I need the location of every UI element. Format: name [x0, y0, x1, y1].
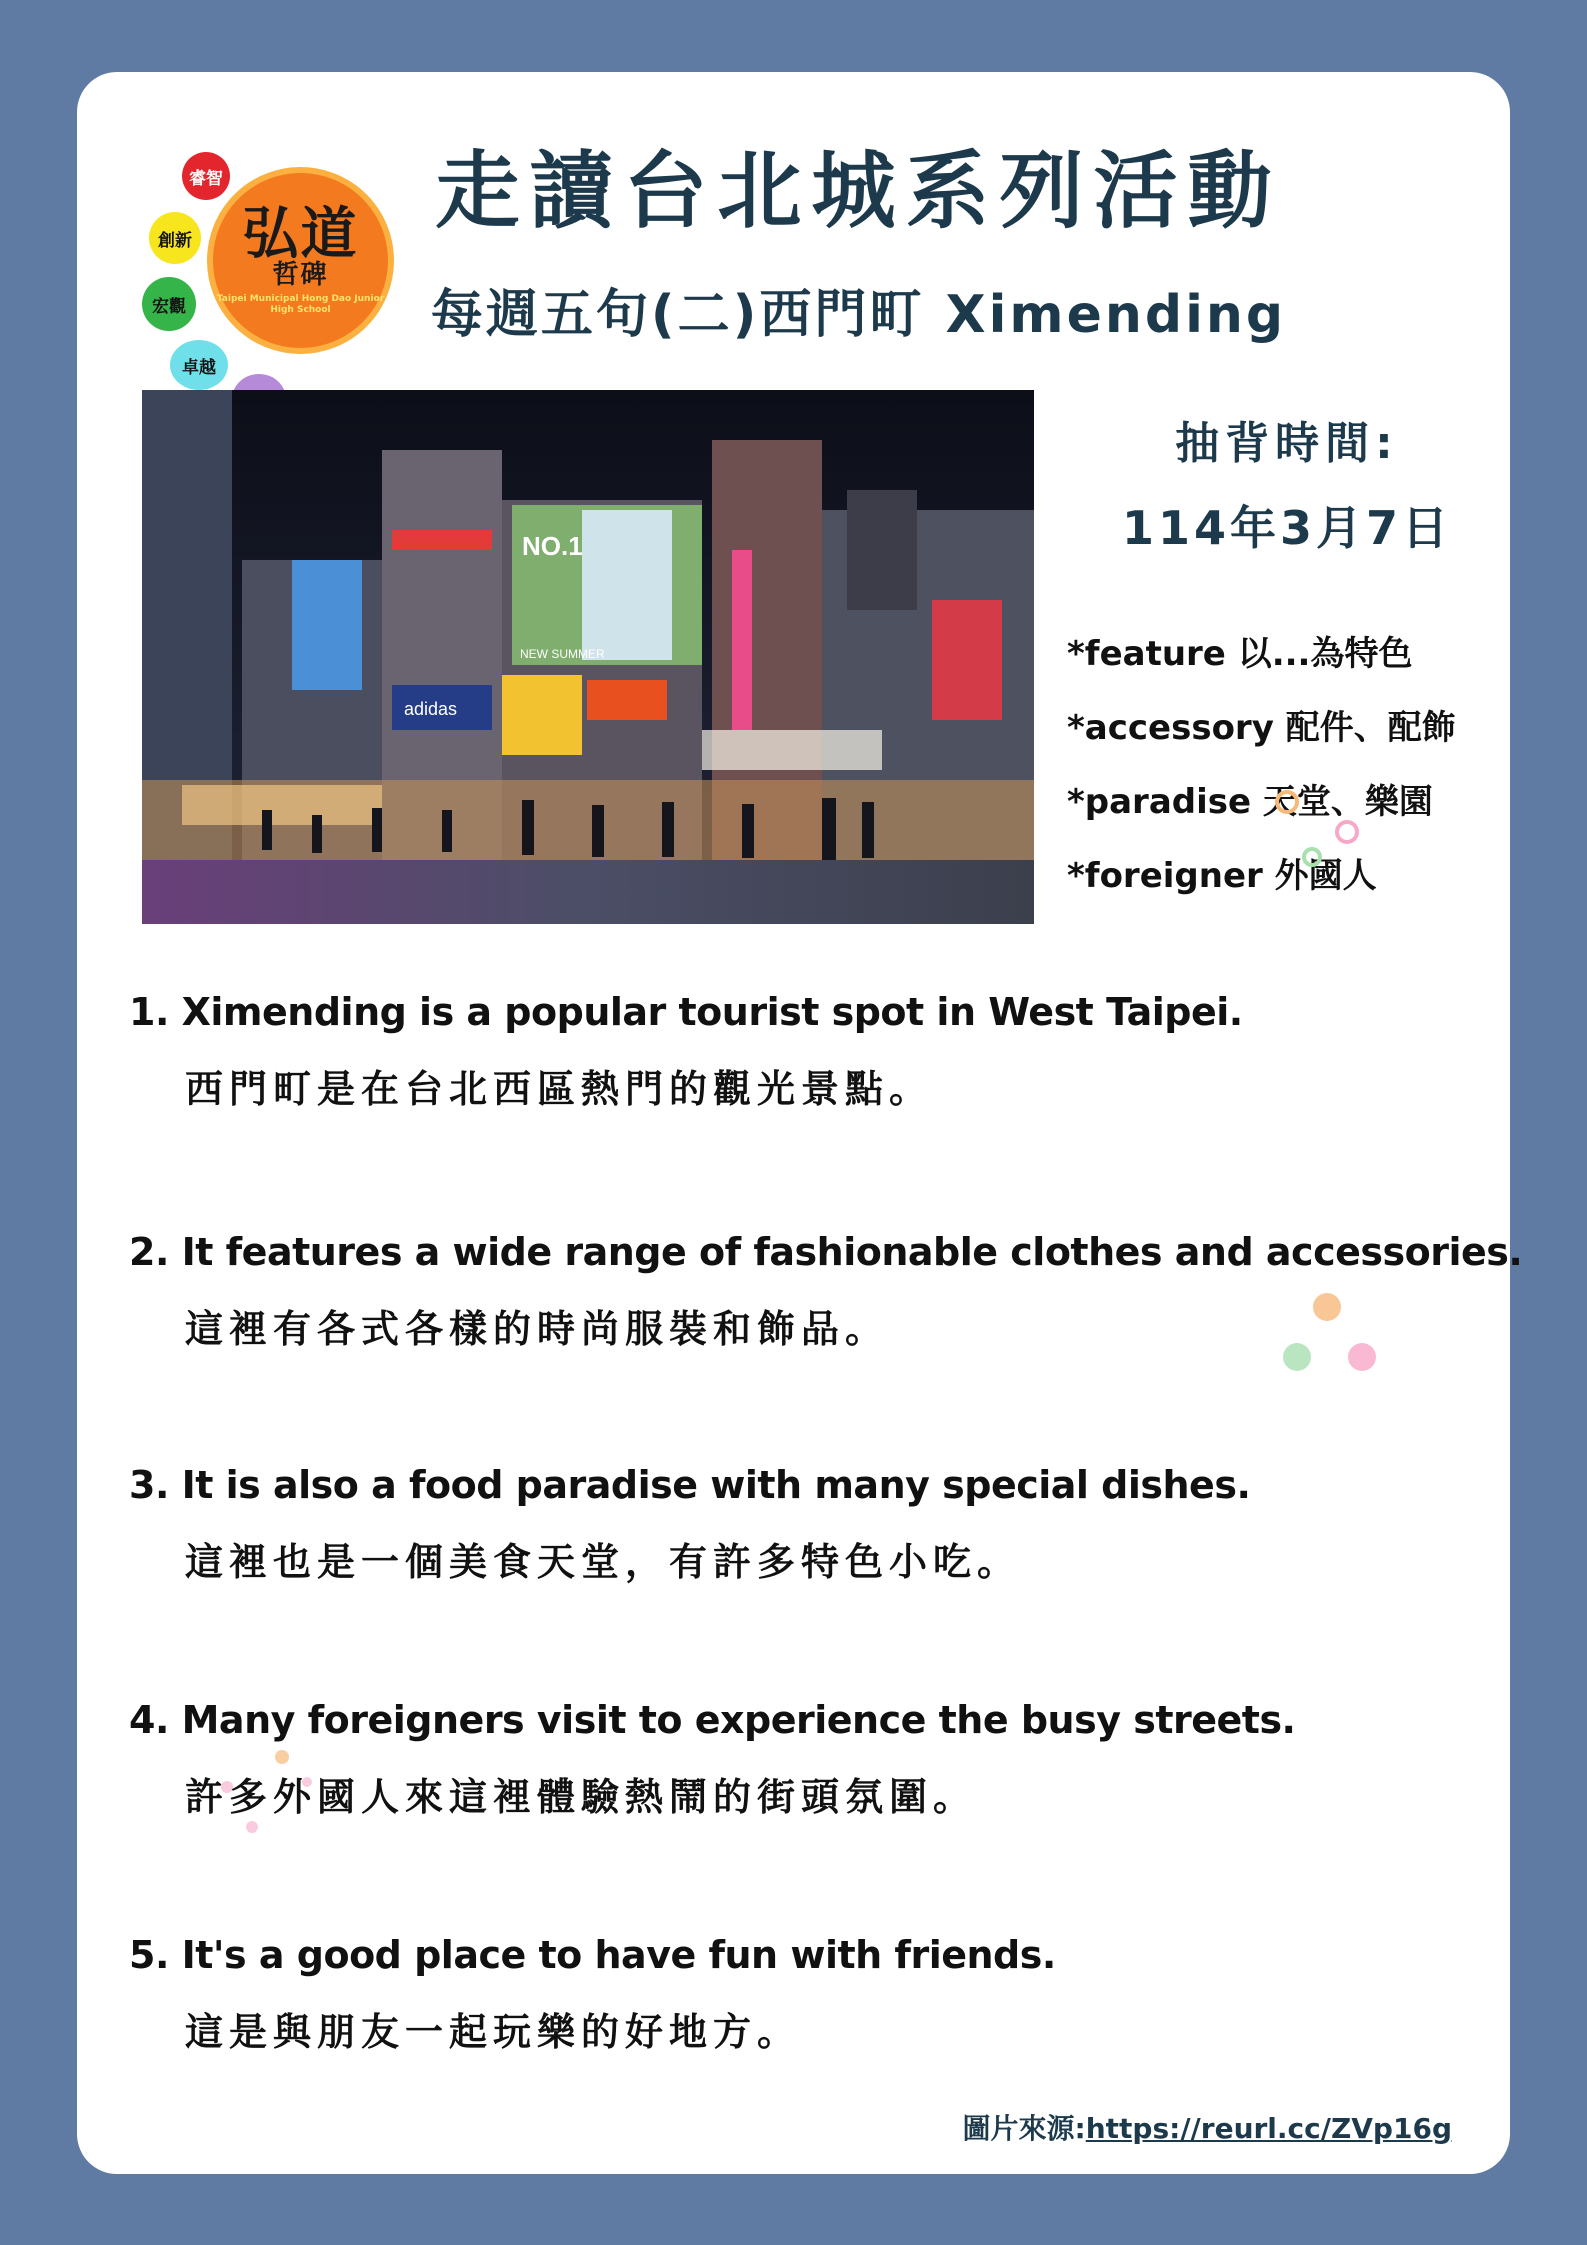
sentence-item: [129, 1230, 1523, 1353]
image-source: [963, 2107, 1453, 2147]
page-title: 走讀台北城系列活動: [435, 142, 1282, 240]
billboard-no1: NO.1: [522, 531, 583, 561]
sentence-chinese: 許多外國人來這裡體驗熱鬧的街頭氛圍。: [185, 1775, 978, 1819]
logo-school-name: Taipei Municipal Hong Dao Junior High School: [216, 293, 385, 315]
vocab-item: *paradise 天堂、樂園: [1067, 782, 1433, 822]
logo-badge-innovation: 創新: [149, 212, 201, 264]
sentence-english: 5. It's a good place to have fun with friends.: [129, 1933, 1056, 1977]
sentence-chinese: 這是與朋友一起玩樂的好地方。: [185, 2010, 802, 2054]
sentence-chinese: 西門町是在台北西區熱門的觀光景點。: [185, 1067, 934, 1111]
recitation-date: 114年3月7日: [1121, 501, 1453, 555]
vocab-item: *accessory 配件、配飾: [1067, 708, 1456, 748]
recitation-label: 抽背時間:: [1175, 418, 1399, 469]
flower-doodle-icon: [1257, 762, 1377, 882]
source-link[interactable]: https://reurl.cc/ZVp16g: [1085, 2112, 1452, 2145]
ximending-night-photo: [142, 390, 1034, 924]
sentence-chinese: 這裡有各式各樣的時尚服裝和飾品。: [185, 1307, 890, 1351]
poster-card: [77, 72, 1523, 2174]
ximending-street-illustration: [142, 390, 1034, 924]
logo-brush-small-text: 哲碑: [272, 259, 329, 290]
sentence-item: [129, 990, 1489, 1113]
sentence-item: [129, 1463, 1489, 1586]
sentence-english: 3. It is also a food paradise with many special dishes.: [129, 1463, 1251, 1507]
sentence-english: 1. Ximending is a popular tourist spot in West Taipei.: [129, 990, 1243, 1034]
logo-badge-excellence: 卓越: [170, 340, 228, 390]
page-subtitle: 每週五句(二)西門町 Ximending: [430, 285, 1287, 345]
sentence-english: 4. Many foreigners visit to experience the busy streets.: [129, 1698, 1296, 1742]
logo-brush-text: 弘道: [242, 200, 359, 267]
adidas-sign: adidas: [404, 699, 458, 719]
vocab-item: *foreigner 外國人: [1067, 856, 1377, 896]
logo-badge-vision: 宏觀: [142, 277, 196, 331]
logo-badge-wisdom: 睿智: [182, 152, 230, 200]
sentence-english: 2. It features a wide range of fashionable clothes and accessories.: [129, 1230, 1523, 1274]
sentence-chinese: 這裡也是一個美食天堂，有許多特色小吃。: [185, 1540, 1022, 1584]
source-label: 圖片來源:: [962, 2112, 1086, 2145]
sentence-item: [129, 1933, 1489, 2056]
sentence-item: [129, 1698, 1489, 1821]
new-summer-sign: NEW SUMMER: [520, 647, 605, 661]
vocab-item: *feature 以...為特色: [1067, 634, 1413, 674]
